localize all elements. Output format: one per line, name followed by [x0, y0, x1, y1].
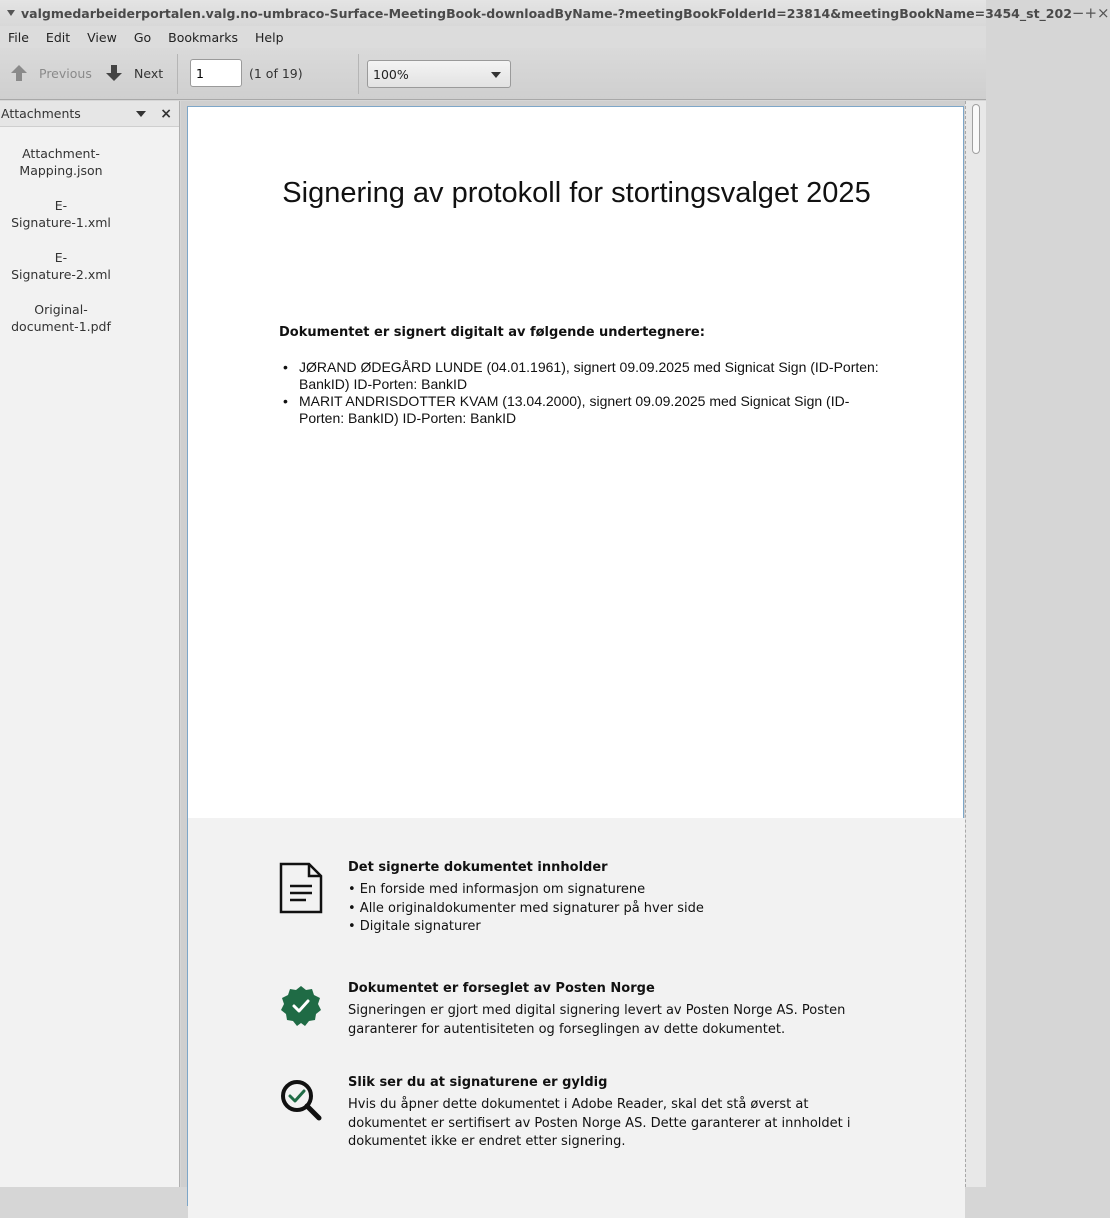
document-icon — [279, 862, 323, 914]
signer-list — [283, 359, 883, 427]
close-window-button[interactable]: × — [1097, 4, 1110, 22]
magnifier-check-icon — [279, 1078, 323, 1122]
arrow-up-icon — [9, 64, 29, 82]
maximize-button[interactable]: + — [1084, 4, 1098, 22]
sidebar-close-button[interactable]: × — [160, 105, 172, 122]
info-block-validity — [348, 1075, 868, 1152]
attachments-sidebar — [0, 101, 180, 1187]
info-line: • Alle originaldokumenter med signaturer på hver side — [348, 900, 704, 916]
info-heading: Slik ser du at signaturene er gyldig — [348, 1075, 608, 1090]
attachment-name-part: Attachment- — [22, 146, 100, 161]
pdf-page — [187, 106, 964, 1206]
menu-bar — [0, 26, 986, 48]
info-line: • En forside med informasjon om signaturene — [348, 882, 646, 897]
sidebar-header — [0, 101, 179, 127]
next-page-button[interactable] — [104, 62, 163, 84]
signer-item: • MARIT ANDRISDOTTER KVAM (13.04.2000), signert 09.09.2025 med Signicat Sign (ID-Porten: BankID) ID-Porten: BankID — [283, 393, 850, 426]
scrollbar-thumb[interactable] — [972, 104, 980, 154]
menu-view[interactable]: View — [87, 29, 117, 45]
info-heading: Det signerte dokumentet innholder — [348, 860, 608, 875]
seal-check-icon — [279, 984, 323, 1028]
menu-edit[interactable]: Edit — [45, 29, 71, 45]
attachment-name-part: Original- — [34, 302, 88, 317]
toolbar-separator — [358, 54, 359, 94]
vertical-scrollbar[interactable] — [965, 101, 986, 1187]
next-label: Next — [134, 65, 164, 81]
info-section — [188, 818, 965, 1218]
attachment-name-part: Signature-2.xml — [11, 267, 111, 282]
sidebar-title: Attachments — [1, 106, 81, 121]
info-line: Hvis du åpner dette dokumentet i Adobe Reader, skal det stå øverst at — [348, 1097, 809, 1112]
attachment-name-part: E- — [54, 250, 68, 265]
sidebar-dropdown-icon[interactable] — [136, 111, 146, 117]
menu-help[interactable]: Help — [255, 29, 284, 45]
signer-text: MARIT ANDRISDOTTER KVAM (13.04.2000), signert 09.09.2025 med Signicat Sign (ID-Porten: BankID) ID-Porten: BankID — [299, 393, 850, 426]
minimize-button[interactable]: − — [1071, 4, 1085, 22]
attachment-item[interactable] — [0, 249, 122, 283]
document-subtitle: Dokumentet er signert digitalt av følgende undertegnere: — [279, 325, 705, 340]
info-block-contents — [348, 860, 868, 937]
info-heading: Dokumentet er forseglet av Posten Norge — [348, 981, 655, 996]
attachment-name-part: document-1.pdf — [11, 319, 111, 334]
info-line: garanterer for autentisiteten og forseglingen av dette dokumentet. — [348, 1021, 786, 1037]
info-line: Signeringen er gjort med digital signering levert av Posten Norge AS. Posten — [348, 1003, 846, 1018]
info-block-seal — [348, 981, 868, 1039]
attachment-name-part: Mapping.json — [19, 163, 103, 178]
menu-bookmarks[interactable]: Bookmarks — [168, 29, 238, 45]
document-title: Signering av protokoll for stortingsvalget 2025 — [282, 177, 871, 209]
info-line: • Digitale signaturer — [348, 919, 481, 934]
attachment-name-part: E- — [54, 198, 68, 213]
document-view[interactable] — [181, 101, 986, 1187]
window-titlebar — [0, 0, 1110, 26]
chevron-down-icon — [491, 72, 501, 78]
attachment-item[interactable] — [0, 197, 122, 231]
window-title: valgmedarbeiderportalen.valg.no-umbraco-Surface-MeetingBook-downloadByName-?meetingBookFolderId=23814&meetingBookName=3454_st_202 — [21, 5, 1072, 21]
attachment-item[interactable] — [0, 145, 122, 179]
info-line: dokumentet ikke er endret etter signering. — [348, 1134, 626, 1149]
info-line: dokumentet er sertifisert av Posten Norge AS. Dette garanterer at innholdet i — [348, 1115, 851, 1131]
window-menu-icon[interactable] — [7, 10, 15, 16]
arrow-down-icon — [104, 64, 124, 82]
zoom-select[interactable] — [367, 60, 511, 88]
attachment-item[interactable] — [0, 301, 122, 335]
zoom-value: 100% — [373, 67, 409, 82]
attachment-name-part: Signature-1.xml — [11, 215, 111, 230]
page-number-input[interactable] — [190, 59, 242, 87]
previous-label: Previous — [39, 65, 92, 81]
menu-file[interactable]: File — [8, 29, 29, 45]
previous-page-button[interactable] — [9, 62, 92, 84]
signer-text: JØRAND ØDEGÅRD LUNDE (04.01.1961), signert 09.09.2025 med Signicat Sign (ID-Porten: BankID) ID-Porten: BankID — [299, 359, 879, 392]
toolbar-separator — [177, 54, 178, 94]
signer-item: • JØRAND ØDEGÅRD LUNDE (04.01.1961), signert 09.09.2025 med Signicat Sign (ID-Porten: BankID) ID-Porten: BankID — [283, 359, 879, 392]
menu-go[interactable]: Go — [133, 29, 152, 45]
page-count: (1 of 19) — [249, 66, 303, 81]
